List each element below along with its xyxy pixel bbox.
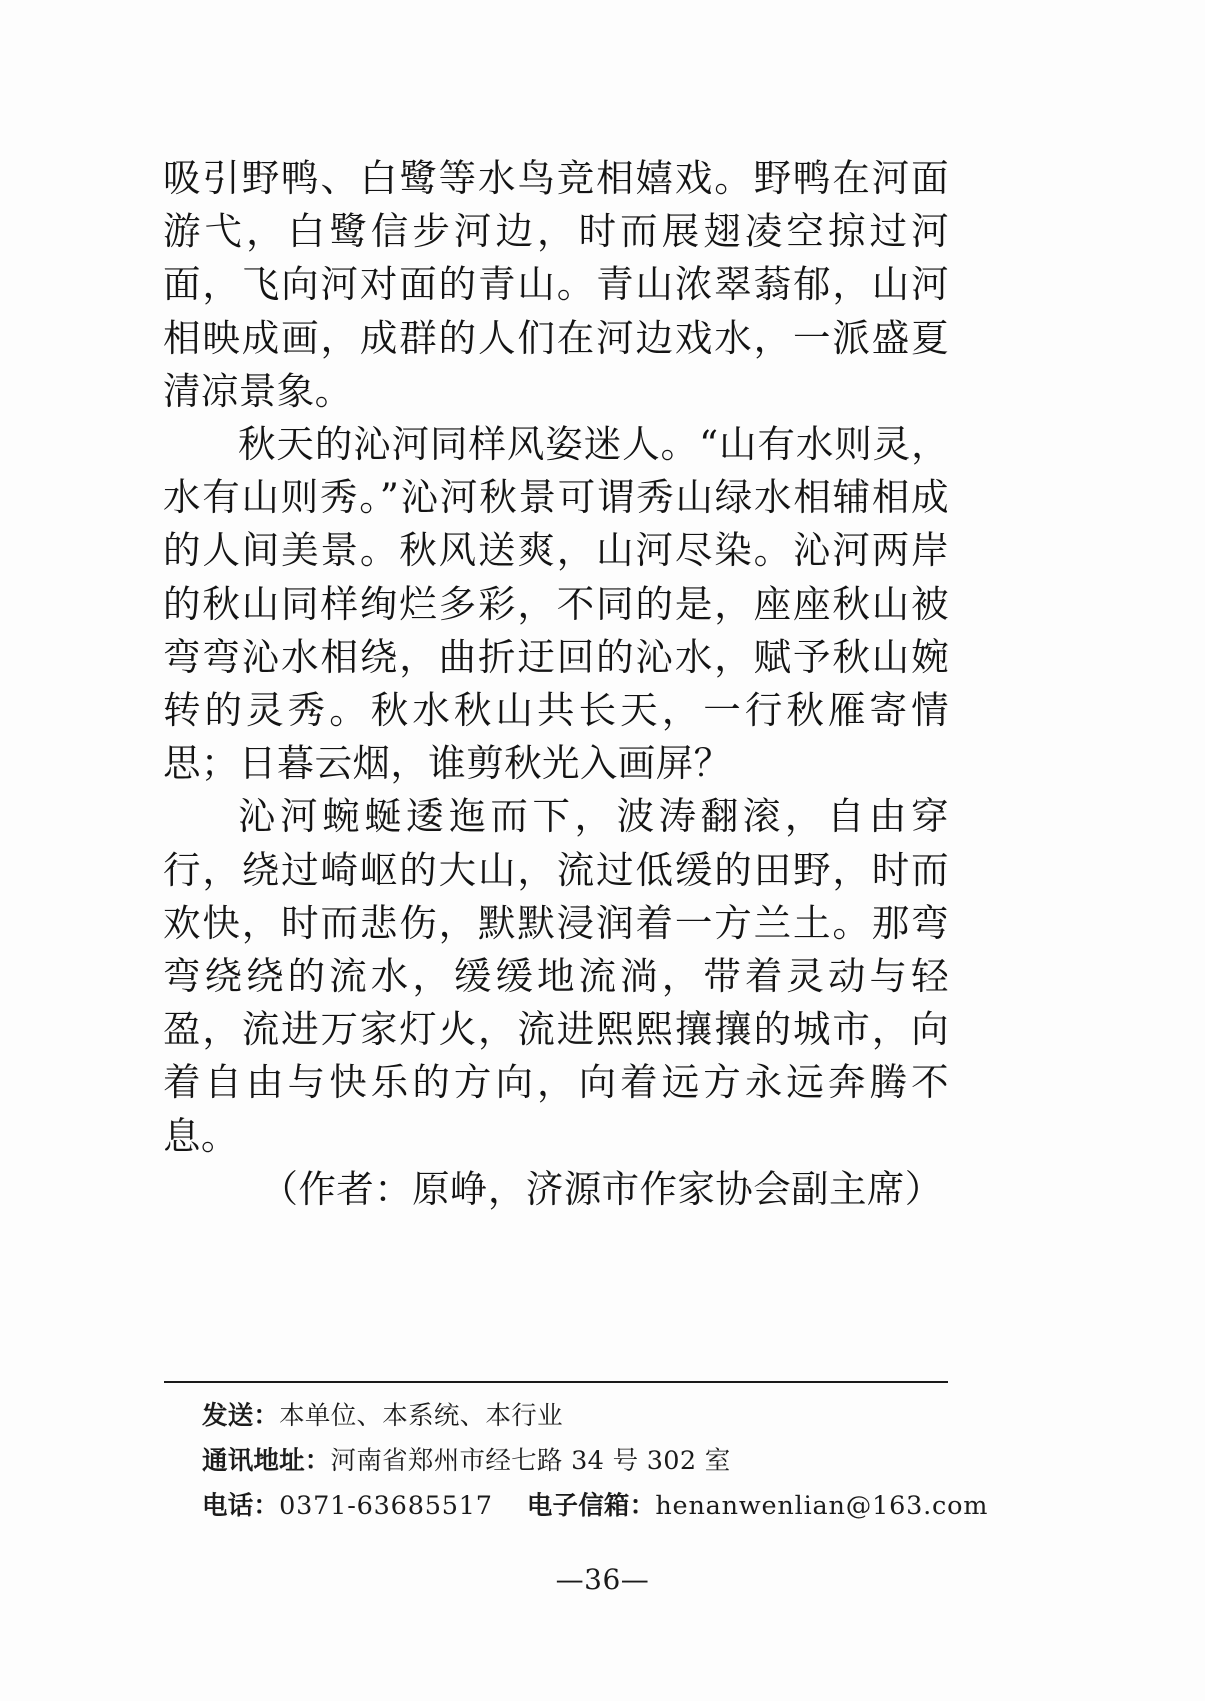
footer-distribution-label: 发送：	[202, 1401, 280, 1431]
body-paragraph-1: 吸引野鸭、白鹭等水鸟竞相嬉戏。野鸭在河面游弋，白鹭信步河边，时而展翅凌空掠过河面，飞向河对面的青山。青山浓翠蓊郁，山河相映成画，成群的人们在河边戏水，一派盛夏清凉景象。	[163, 156, 949, 413]
footer-distribution-value: 本单位、本系统、本行业	[279, 1401, 563, 1431]
author-attribution: （作者：原峥，济源市作家协会副主席）	[260, 1166, 943, 1211]
body-paragraph-3: 沁河蜿蜒逶迤而下，波涛翻滚，自由穿行，绕过崎岖的大山，流过低缓的田野，时而欢快，时而悲伤，默默浸润着一方兰土。那弯弯绕绕的流水，缓缓地流淌，带着灵动与轻盈，流进万家灯火，流进熙熙攘攘的城市，向着自由与快乐的方向，向着远方永远奔腾不息。	[163, 794, 949, 1158]
footer-distribution-line	[202, 1394, 962, 1439]
article-body	[163, 152, 949, 1216]
page-number: —36—	[555, 1563, 650, 1596]
footer-phone-value: 0371-63685517	[279, 1491, 493, 1521]
footer-contact-line	[202, 1484, 989, 1529]
footer-divider	[164, 1381, 948, 1383]
footer-address-line	[202, 1439, 962, 1484]
footer-email-value: henanwenlian@163.com	[655, 1491, 989, 1521]
footer-phone-label: 电话：	[202, 1491, 280, 1521]
footer-email-label: 电子信箱：	[526, 1491, 656, 1521]
footer-address-value: 河南省郑州市经七路 34 号 302 室	[330, 1446, 731, 1476]
footer-address-label: 通讯地址：	[202, 1446, 331, 1476]
body-paragraph-2: 秋天的沁河同样风姿迷人。“山有水则灵，水有山则秀。”沁河秋景可谓秀山绿水相辅相成的人间美景。秋风送爽，山河尽染。沁河两岸的秋山同样绚烂多彩，不同的是，座座秋山被弯弯沁水相绕，曲折迂回的沁水，赋予秋山婉转的灵秀。秋水秋山共长天，一行秋雁寄情思；日暮云烟，谁剪秋光入画屏？	[163, 422, 949, 786]
footer-block	[202, 1394, 989, 1529]
